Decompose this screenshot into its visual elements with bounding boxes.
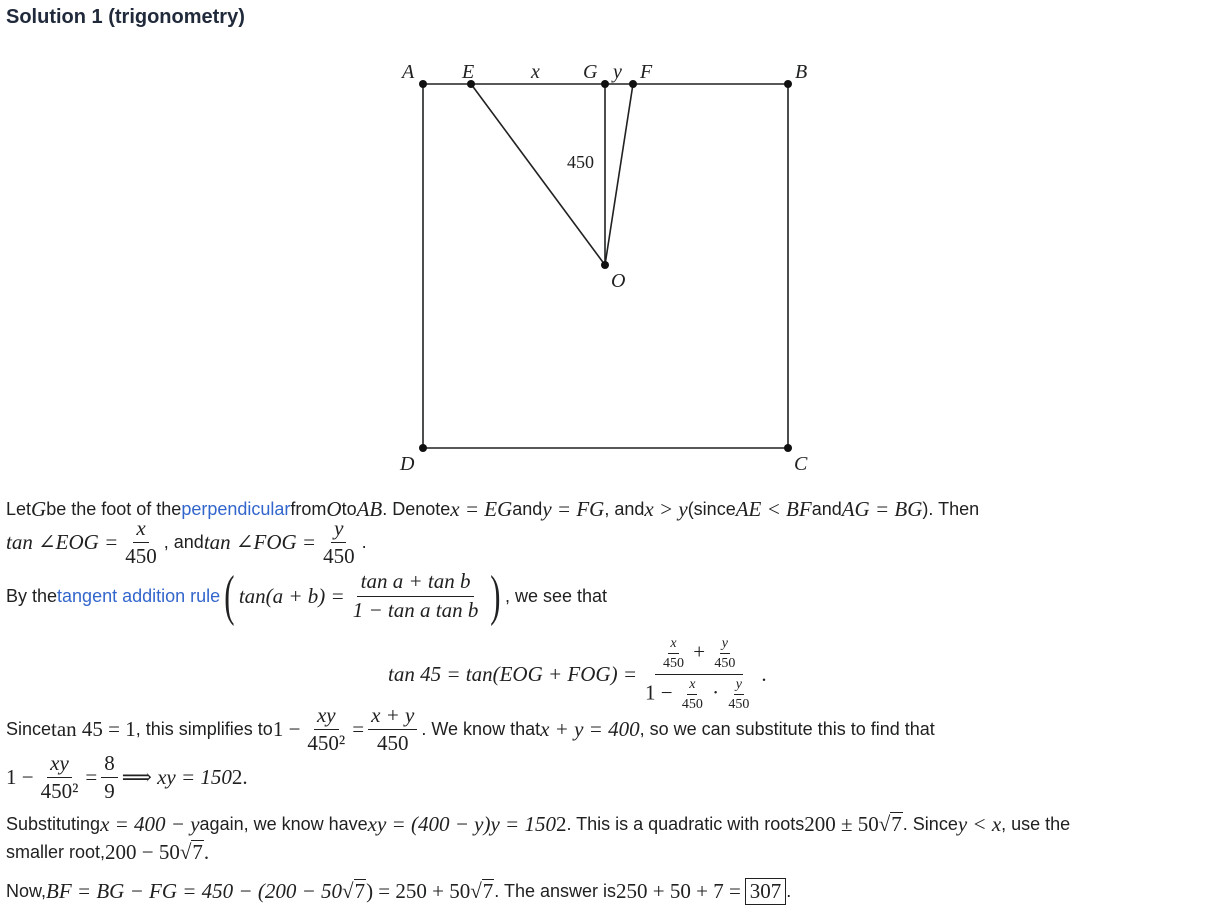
boxed-answer: 307 bbox=[745, 878, 787, 905]
text: and bbox=[811, 499, 842, 519]
perpendicular-link[interactable]: perpendicular bbox=[181, 499, 291, 519]
radicand: 7 bbox=[354, 879, 366, 903]
numerator: xy bbox=[314, 704, 339, 730]
period: . bbox=[786, 881, 792, 901]
para-3-line-2 bbox=[6, 752, 248, 803]
text: , so we can substitute this to find that bbox=[639, 719, 935, 740]
math-implies-xy: ⟹ xy = 150 bbox=[121, 765, 232, 790]
text: , use the bbox=[1001, 814, 1071, 834]
label-y: y bbox=[613, 61, 622, 83]
fraction-8-over-9 bbox=[101, 752, 118, 803]
text: , we see that bbox=[504, 585, 608, 606]
fraction-tangent-rule bbox=[349, 570, 483, 621]
denominator: 450 bbox=[663, 656, 684, 672]
math-x-eq: x = EG bbox=[450, 497, 513, 521]
denominator: 450² bbox=[40, 779, 79, 804]
segment-eo bbox=[471, 84, 605, 265]
text: be the foot of the bbox=[46, 499, 182, 519]
math-answer-sum: 250 + 50 + 7 = bbox=[616, 879, 741, 903]
text: (since bbox=[687, 499, 736, 519]
text: . We know that bbox=[421, 719, 541, 740]
text: , and bbox=[163, 532, 204, 553]
math-tan45-one: tan 45 = 1 bbox=[51, 717, 136, 742]
fraction-xy-over-450sq bbox=[304, 704, 348, 755]
denominator: 450 bbox=[728, 697, 750, 713]
period: . bbox=[203, 840, 210, 864]
math-y-lt-x: y < x bbox=[957, 812, 1002, 836]
math-tan-eog: tan ∠EOG = bbox=[6, 530, 119, 555]
text: . The answer is bbox=[494, 881, 617, 901]
numerator bbox=[655, 636, 743, 675]
math-equals: = bbox=[85, 765, 98, 790]
text: , and bbox=[604, 499, 645, 519]
sqrt-7: √ 7 bbox=[878, 812, 902, 836]
exponent: 2 bbox=[555, 812, 567, 836]
math-tan-sum: tan(a + b) = bbox=[238, 583, 345, 608]
label-f: F bbox=[640, 61, 653, 83]
numerator: y bbox=[331, 517, 346, 543]
radicand: 7 bbox=[192, 840, 203, 864]
plus: + bbox=[693, 639, 706, 664]
numerator: 8 bbox=[101, 752, 118, 778]
math-sum-400: x + y = 400 bbox=[540, 717, 640, 742]
denominator: 450² bbox=[307, 731, 346, 756]
denominator: 450 bbox=[681, 697, 703, 713]
denominator: 450 bbox=[376, 731, 409, 756]
denominator: 1 − tan a tan b bbox=[352, 597, 479, 622]
math-smaller-root: 200 − 50 bbox=[105, 840, 180, 864]
text: By the bbox=[6, 585, 58, 606]
period: . bbox=[242, 765, 248, 790]
label-a: A bbox=[402, 61, 415, 83]
frac bbox=[712, 636, 737, 672]
point-a bbox=[419, 80, 427, 88]
fraction-xpy-over-450 bbox=[368, 704, 417, 755]
math-tan45-eq: tan 45 = tan(EOG + FOG) = bbox=[388, 661, 637, 686]
sqrt-7: √ 7 bbox=[342, 879, 366, 903]
math-tan-fog: tan ∠FOG = bbox=[203, 530, 317, 555]
denominator: 450 bbox=[125, 544, 157, 569]
text: . Denote bbox=[382, 499, 451, 519]
one-minus: 1 − bbox=[645, 680, 673, 705]
para-4-line-1 bbox=[6, 812, 1070, 837]
point-f bbox=[629, 80, 637, 88]
math-g: G bbox=[31, 497, 47, 521]
frac bbox=[661, 636, 686, 672]
math-roots: 200 ± 50 bbox=[804, 812, 879, 836]
text: Now, bbox=[6, 881, 47, 901]
numerator: tan a + tan b bbox=[357, 570, 475, 596]
label-d: D bbox=[400, 453, 415, 475]
text: . Since bbox=[902, 814, 958, 834]
numerator: x bbox=[668, 636, 678, 654]
label-o: O bbox=[611, 270, 626, 292]
point-b bbox=[784, 80, 792, 88]
point-d bbox=[419, 444, 427, 452]
label-og-length: 450 bbox=[567, 152, 594, 172]
para-4-line-2 bbox=[6, 840, 209, 865]
tangent-addition-rule-link[interactable]: tangent addition rule bbox=[57, 585, 221, 606]
radicand: 7 bbox=[482, 879, 494, 903]
numerator: x bbox=[133, 517, 148, 543]
text: and bbox=[512, 499, 543, 519]
fraction-tan-sum-expanded bbox=[641, 636, 757, 713]
math-one-minus: 1 − bbox=[6, 765, 34, 790]
exponent: 2 bbox=[231, 765, 243, 790]
fraction-x-over-450 bbox=[122, 517, 160, 568]
close-paren: ) bbox=[490, 565, 501, 627]
text: to bbox=[341, 499, 357, 519]
segment-fo bbox=[605, 84, 633, 265]
fraction-y-over-450 bbox=[320, 517, 358, 568]
label-e: E bbox=[462, 61, 475, 83]
numerator: y bbox=[720, 636, 730, 654]
math-o: O bbox=[326, 497, 342, 521]
math-quadratic: xy = (400 − y)y = 150 bbox=[367, 812, 556, 836]
label-b: B bbox=[795, 61, 808, 83]
text: Since bbox=[6, 719, 52, 740]
math-bf-result: ) = 250 + 50 bbox=[366, 879, 471, 903]
math-bf-calc: BF = BG − FG = 450 − (200 − 50 bbox=[46, 879, 343, 903]
numerator: x bbox=[687, 677, 697, 695]
numerator: xy bbox=[47, 752, 72, 778]
display-equation: tan 45 = tan(EOG + FOG) = $\frac{x}{450}$ + $\frac{y}{450}$ 1 − $\frac{x}{450}$ · $\frac{y}{450}$ . bbox=[388, 636, 767, 713]
para-2-line bbox=[6, 565, 608, 627]
math-substitution: x = 400 − y bbox=[100, 812, 200, 836]
math-ag-eq-bg: AG = BG bbox=[841, 497, 923, 521]
text: Substituting bbox=[6, 814, 101, 834]
solution-heading: Solution 1 (trigonometry) bbox=[6, 6, 245, 28]
text: . This is a quadratic with roots bbox=[566, 814, 805, 834]
text: , this simplifies to bbox=[135, 719, 273, 740]
math-ab: AB bbox=[356, 497, 383, 521]
math-y-eq: y = FG bbox=[542, 497, 605, 521]
para-1-line-2: tan ∠EOG = $\frac{x}{450}$ , and tan ∠FOG = $\frac{y}{450}$ . bbox=[6, 516, 367, 569]
text: smaller root, bbox=[6, 842, 106, 862]
numerator: x + y bbox=[368, 704, 417, 730]
math-ae-lt-bf: AE < BF bbox=[735, 497, 812, 521]
text: Let bbox=[6, 499, 32, 519]
point-o bbox=[601, 261, 609, 269]
text: again, we know have bbox=[199, 814, 368, 834]
sqrt-7: √ 7 bbox=[470, 879, 494, 903]
dot: · bbox=[712, 680, 720, 705]
denominator: 450 bbox=[714, 656, 736, 672]
text: ). Then bbox=[922, 499, 980, 519]
math-equals: = bbox=[352, 717, 365, 742]
numerator: y bbox=[734, 677, 744, 695]
sqrt-7: √ 7 bbox=[179, 840, 203, 864]
math-x-gt-y: x > y bbox=[644, 497, 688, 521]
denominator: 9 bbox=[104, 779, 115, 804]
label-c: C bbox=[794, 453, 808, 475]
label-x: x bbox=[531, 61, 540, 83]
point-c bbox=[784, 444, 792, 452]
radicand: 7 bbox=[891, 812, 902, 836]
open-paren: ( bbox=[224, 565, 235, 627]
denominator: 450 bbox=[323, 544, 355, 569]
para-5-line bbox=[6, 878, 791, 905]
label-g: G bbox=[583, 61, 598, 83]
math-one-minus: 1 − bbox=[272, 717, 301, 742]
point-g bbox=[601, 80, 609, 88]
para-3-line-1 bbox=[6, 704, 935, 755]
fraction-xy-over-450sq bbox=[38, 752, 82, 803]
text: from bbox=[290, 499, 327, 519]
